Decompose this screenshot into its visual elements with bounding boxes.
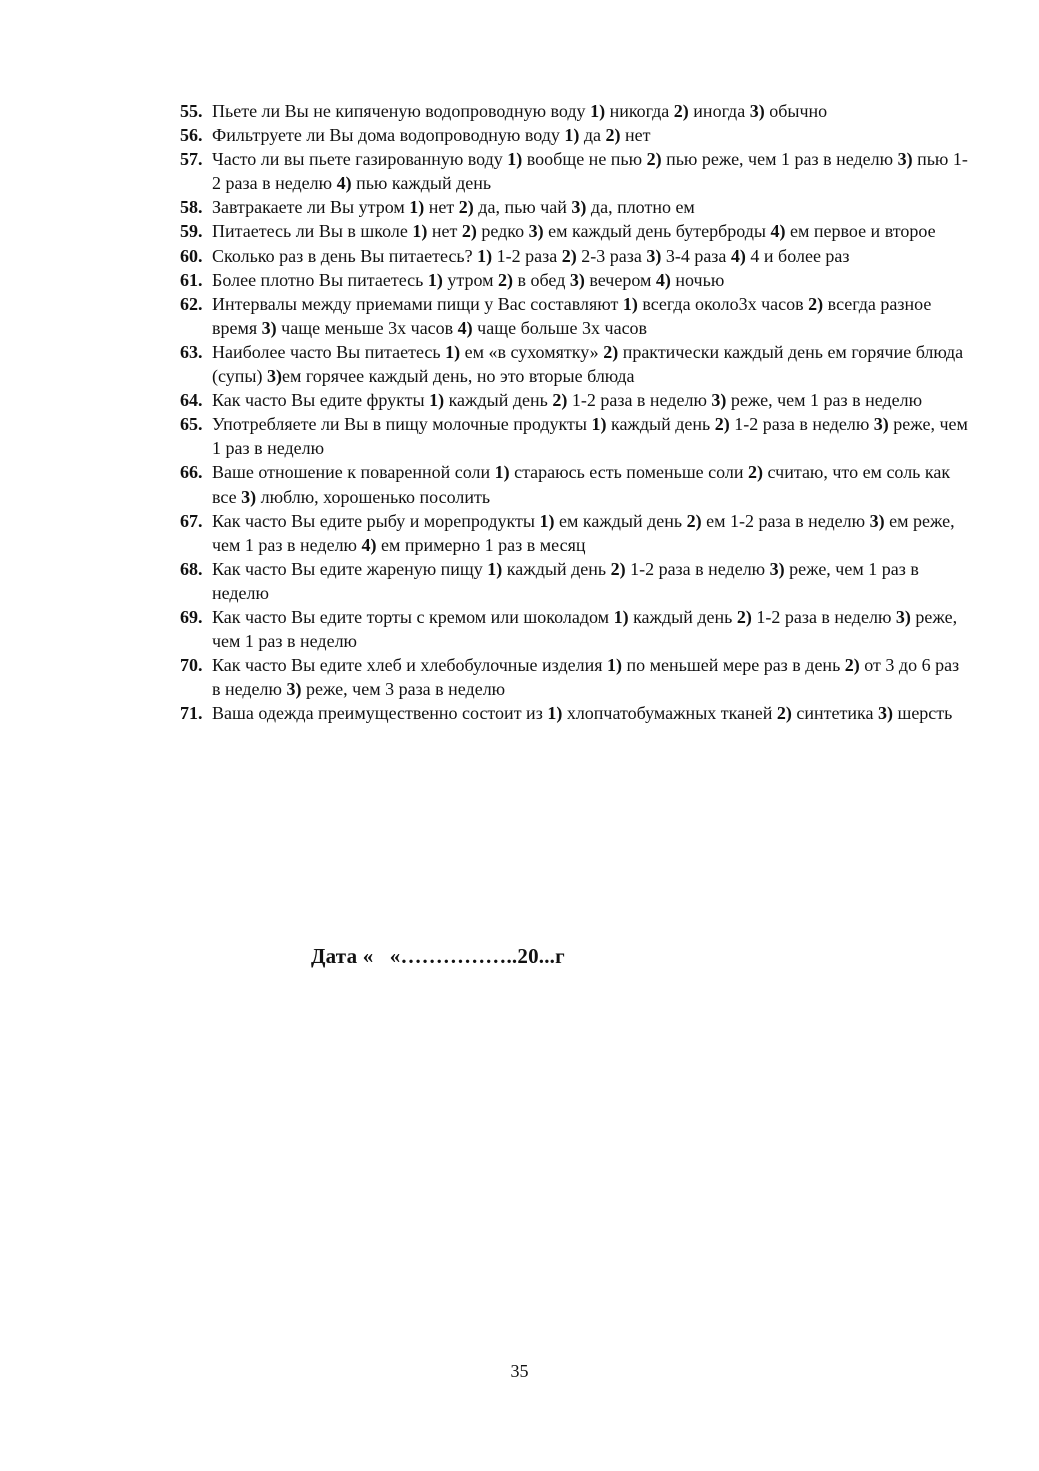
- question-text: чаще меньше 3х часов: [276, 317, 458, 338]
- question-text: реже, чем 1 раз в неделю: [212, 606, 958, 652]
- question-text: ем 1-2 раза в неделю: [701, 510, 870, 531]
- question-text: нет: [424, 197, 459, 218]
- question-text: вечером: [584, 269, 656, 290]
- question-text: 2-3 раза: [576, 245, 647, 266]
- question-text: практически каждый день ем горячие блюда (супы): [212, 341, 964, 387]
- answer-option-marker: 1): [412, 221, 428, 242]
- question-number: 70.: [180, 655, 203, 676]
- answer-option-marker: 1): [429, 390, 445, 411]
- question-text: Как часто Вы едите торты с кремом или шоколадом: [212, 606, 614, 627]
- question-text: чаще больше 3х часов: [472, 317, 648, 338]
- page-number: 35: [510, 1361, 529, 1381]
- answer-option-marker: 4): [770, 221, 786, 242]
- answer-option-marker: 1): [606, 655, 622, 676]
- question-text: каждый день: [444, 390, 553, 411]
- question-text: каждый день: [628, 606, 737, 627]
- answer-option-marker: 2): [561, 245, 577, 266]
- question-text: реже, чем 1 раз в неделю: [212, 558, 919, 603]
- question-item: [180, 509, 970, 557]
- question-item: [180, 340, 970, 388]
- question-text: нет: [620, 125, 651, 146]
- answer-option-marker: 1): [622, 293, 638, 314]
- question-text: ем первое и второе: [785, 221, 936, 242]
- question-text: по меньшей мере раз в день: [621, 655, 845, 676]
- question-text: 1-2 раза в неделю: [567, 390, 712, 411]
- question-text: пью 1-2 раза в неделю: [212, 149, 968, 194]
- question-text: Завтракаете ли Вы утром: [212, 197, 410, 218]
- question-number: 67.: [180, 510, 203, 531]
- question-number: 66.: [180, 462, 203, 483]
- question-text: да, плотно ем: [586, 197, 695, 218]
- answer-option-marker: 2): [844, 655, 860, 676]
- answer-option-marker: 3): [569, 269, 585, 290]
- question-number: 57.: [180, 149, 203, 170]
- question-text: Употребляете ли Вы в пищу молочные продукты: [212, 414, 592, 435]
- date-line: Дата « «……………..20...г: [311, 944, 565, 968]
- question-item: [180, 460, 970, 508]
- question-item: [180, 557, 970, 605]
- question-text: стараюсь есть поменьше соли: [509, 462, 749, 483]
- question-number: 62.: [180, 293, 203, 314]
- question-text: ем каждый день бутерброды: [543, 221, 771, 242]
- question-text: да, пью чай: [473, 197, 572, 218]
- question-number: 60.: [180, 245, 203, 266]
- question-text: утром: [442, 269, 499, 290]
- question-text: 1-2 раза: [492, 245, 562, 266]
- answer-option-marker: 2): [776, 703, 792, 724]
- question-number: 59.: [180, 221, 203, 242]
- answer-option-marker: 4): [730, 245, 746, 266]
- question-text: реже, чем 1 раз в неделю: [726, 390, 923, 411]
- question-text: ночью: [670, 269, 725, 290]
- question-text: ем примерно 1 раз в месяц: [376, 534, 586, 555]
- question-text: шерсть: [892, 703, 953, 724]
- question-text: 1-2 раза в неделю: [729, 414, 874, 435]
- question-text: Ваше отношение к поваренной соли: [212, 462, 495, 483]
- answer-option-marker: 1): [590, 101, 606, 121]
- question-item: [180, 147, 970, 195]
- answer-option-marker: 3): [528, 221, 544, 242]
- answer-option-marker: 3): [241, 486, 257, 507]
- question-text: ем горячее каждый день, но это вторые блюда: [281, 366, 635, 387]
- answer-option-marker: 2): [461, 221, 477, 242]
- question-number: 69.: [180, 606, 203, 627]
- answer-option-marker: 2): [552, 390, 568, 411]
- question-text: 3-4 раза: [661, 245, 731, 266]
- question-text: каждый день: [606, 414, 715, 435]
- answer-option-marker: 1): [507, 149, 523, 170]
- answer-option-marker: 1): [477, 245, 493, 266]
- question-item: [180, 388, 970, 412]
- answer-option-marker: 4): [336, 173, 352, 194]
- question-text: в обед: [513, 269, 570, 290]
- question-text: реже, чем 1 раз в неделю: [212, 414, 968, 459]
- question-text: обычно: [764, 101, 828, 121]
- question-text: Часто ли вы пьете газированную воду: [212, 149, 508, 170]
- answer-option-marker: 3): [895, 606, 911, 627]
- question-text: Сколько раз в день Вы питаетесь?: [212, 245, 478, 266]
- question-text: пью реже, чем 1 раз в неделю: [661, 149, 898, 170]
- answer-option-marker: 1): [494, 462, 510, 483]
- question-text: считаю, что ем соль как все: [212, 462, 951, 507]
- answer-option-marker: 2): [610, 558, 626, 579]
- question-item: [180, 123, 970, 147]
- answer-option-marker: 2): [748, 462, 764, 483]
- question-text: Ваша одежда преимущественно состоит из: [212, 703, 548, 724]
- answer-option-marker: 1): [409, 197, 425, 218]
- question-item: [180, 219, 970, 243]
- question-number: 63.: [180, 341, 203, 362]
- question-text: Пьете ли Вы не кипяченую водопроводную воду: [212, 101, 591, 121]
- question-text: всегда разное время: [212, 293, 932, 338]
- question-item: [180, 605, 970, 653]
- answer-option-marker: 1): [427, 269, 443, 290]
- question-number: 55.: [180, 101, 203, 121]
- question-text: Как часто Вы едите рыбу и морепродукты: [212, 510, 540, 531]
- answer-option-marker: 3): [711, 390, 727, 411]
- question-text: Как часто Вы едите хлеб и хлебобулочные изделия: [212, 655, 607, 676]
- question-text: никогда: [605, 101, 674, 121]
- answer-option-marker: 4): [655, 269, 671, 290]
- answer-option-marker: 2): [458, 197, 474, 218]
- answer-option-marker: 3): [261, 317, 277, 338]
- question-text: да: [579, 125, 606, 146]
- question-text: от 3 до 6 раз в неделю: [212, 655, 960, 700]
- question-item: [180, 701, 970, 725]
- answer-option-marker: 1): [487, 558, 503, 579]
- question-number: 56.: [180, 125, 203, 146]
- question-text: иногда: [688, 101, 750, 121]
- question-text: Фильтруете ли Вы дома водопроводную воду: [212, 125, 565, 146]
- answer-option-marker: 3): [769, 558, 785, 579]
- answer-option-marker: 1): [445, 341, 461, 362]
- answer-option-marker: 3): [749, 101, 765, 121]
- answer-option-marker: 3): [286, 679, 302, 700]
- question-text: Интервалы между приемами пищи у Вас составляют: [212, 293, 623, 314]
- answer-option-marker: 2): [603, 341, 619, 362]
- answer-option-marker: 3): [873, 414, 889, 435]
- question-number: 68.: [180, 558, 203, 579]
- question-text: ем реже, чем 1 раз в неделю: [212, 510, 955, 555]
- question-list: [180, 99, 970, 725]
- answer-option-marker: 4): [361, 534, 377, 555]
- answer-option-marker: 2): [714, 414, 730, 435]
- question-text: нет: [427, 221, 462, 242]
- question-text: Как часто Вы едите жареную пищу: [212, 558, 488, 579]
- answer-option-marker: 1): [613, 606, 629, 627]
- question-text: ем каждый день: [554, 510, 687, 531]
- question-item: [180, 244, 970, 268]
- question-text: каждый день: [502, 558, 611, 579]
- answer-option-marker: 3): [869, 510, 885, 531]
- question-text: синтетика: [791, 703, 878, 724]
- question-item: [180, 653, 970, 701]
- question-text: пью каждый день: [351, 173, 492, 194]
- answer-option-marker: 3): [266, 366, 282, 387]
- question-text: вообще не пью: [522, 149, 647, 170]
- question-number: 64.: [180, 390, 203, 411]
- question-number: 58.: [180, 197, 203, 218]
- answer-option-marker: 3): [897, 149, 913, 170]
- question-text: люблю, хорошенько посолить: [256, 486, 491, 507]
- answer-option-marker: 4): [457, 317, 473, 338]
- question-text: всегда около3х часов: [637, 293, 809, 314]
- question-text: 1-2 раза в неделю: [751, 606, 896, 627]
- question-item: [180, 292, 970, 340]
- answer-option-marker: 1): [539, 510, 555, 531]
- answer-option-marker: 1): [547, 703, 563, 724]
- answer-option-marker: 2): [808, 293, 824, 314]
- question-number: 61.: [180, 269, 203, 290]
- answer-option-marker: 2): [686, 510, 702, 531]
- question-text: Наиболее часто Вы питаетесь: [212, 341, 446, 362]
- answer-option-marker: 3): [571, 197, 587, 218]
- question-item: [180, 412, 970, 460]
- question-item: [180, 268, 970, 292]
- question-text: ем «в сухомятку»: [460, 341, 604, 362]
- question-number: 71.: [180, 703, 203, 724]
- answer-option-marker: 1): [591, 414, 607, 435]
- question-text: Питаетесь ли Вы в школе: [212, 221, 413, 242]
- question-text: реже, чем 3 раза в неделю: [301, 679, 506, 700]
- answer-option-marker: 1): [564, 125, 580, 146]
- question-text: хлопчатобумажных тканей: [562, 703, 777, 724]
- answer-option-marker: 2): [673, 101, 689, 121]
- question-text: Как часто Вы едите фрукты: [212, 390, 430, 411]
- answer-option-marker: 2): [605, 125, 621, 146]
- question-text: Более плотно Вы питаетесь: [212, 269, 428, 290]
- question-text: 4 и более раз: [745, 245, 850, 266]
- answer-option-marker: 2): [498, 269, 514, 290]
- answer-option-marker: 3): [646, 245, 662, 266]
- answer-option-marker: 3): [877, 703, 893, 724]
- question-item: [180, 195, 970, 219]
- answer-option-marker: 2): [646, 149, 662, 170]
- question-item: [180, 99, 970, 123]
- question-text: редко: [476, 221, 529, 242]
- question-text: 1-2 раза в неделю: [625, 558, 770, 579]
- answer-option-marker: 2): [736, 606, 752, 627]
- question-number: 65.: [180, 414, 203, 435]
